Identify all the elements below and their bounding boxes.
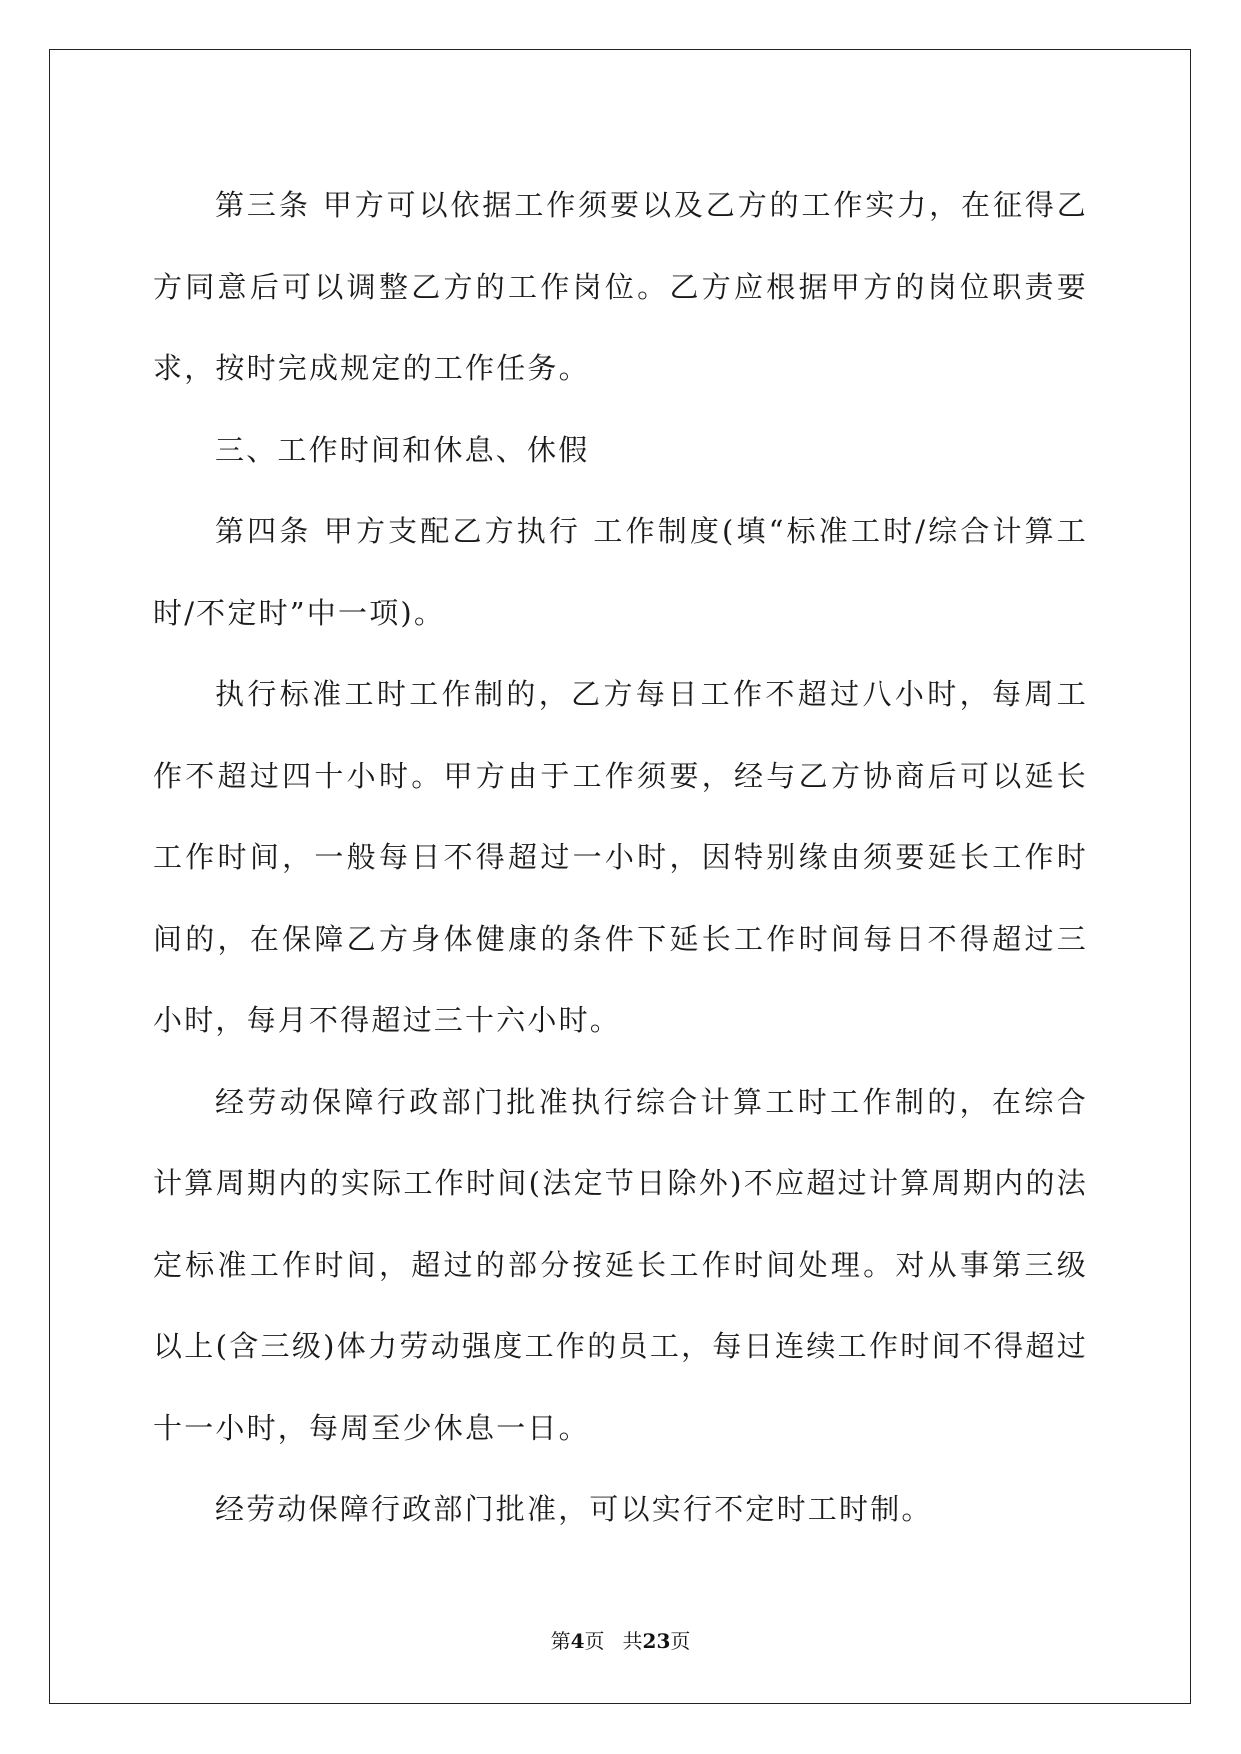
page-suffix: 页 <box>584 1629 605 1653</box>
paragraph-standard-hours: 执行标准工时工作制的，乙方每日工作不超过八小时，每周工作不超过四十小时。甲方由于工作须要，经与乙方协商后可以延长工作时间，一般每日不得超过一小时，因特别缘由须要延长工作时间的，在保障乙方身体健康的条件下延长工作时间每日不得超过三小时，每月不得超过三十六小时。 <box>153 677 1088 1037</box>
document-body <box>153 165 1088 1551</box>
page-prefix: 第 <box>550 1629 571 1653</box>
paragraph-article-4: 第四条 甲方支配乙方执行 工作制度(填“标准工时/综合计算工时/不定时”中一项)。 <box>153 514 1088 630</box>
total-pages: 23 <box>642 1629 671 1653</box>
page-number: 4 <box>570 1629 585 1653</box>
total-suffix: 页 <box>670 1629 691 1653</box>
page-footer <box>0 1625 1241 1654</box>
paragraph-article-3: 第三条 甲方可以依据工作须要以及乙方的工作实力，在征得乙方同意后可以调整乙方的工作岗位。乙方应根据甲方的岗位职责要求，按时完成规定的工作任务。 <box>153 188 1088 385</box>
paragraph-flexible-hours: 经劳动保障行政部门批准，可以实行不定时工时制。 <box>215 1492 933 1526</box>
total-prefix: 共 <box>622 1629 643 1653</box>
section-heading-working-hours: 三、工作时间和休息、休假 <box>215 432 590 467</box>
paragraph-comprehensive-hours: 经劳动保障行政部门批准执行综合计算工时工作制的，在综合计算周期内的实际工作时间(法定节日除外)不应超过计算周期内的法定标准工作时间，超过的部分按延长工作时间处理。对从事第三级以上(含三级)体力劳动强度工作的员工，每日连续工作时间不得超过十一小时，每周至少休息一日。 <box>153 1084 1088 1445</box>
